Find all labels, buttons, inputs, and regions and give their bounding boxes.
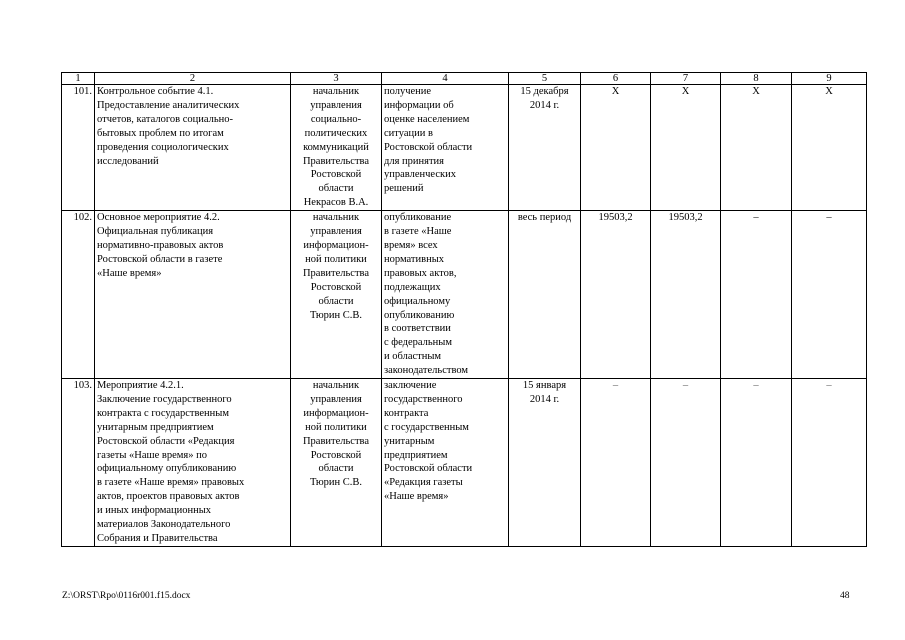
expected-result-line: подлежащих (384, 281, 441, 293)
expected-result-line: и областным (384, 351, 442, 363)
value-c8: – (721, 211, 792, 379)
column-number-cell: 7 (651, 73, 721, 85)
responsible-executor (291, 211, 382, 379)
responsible-executor-line: информацион- (303, 239, 369, 251)
value-c9: – (792, 379, 867, 547)
activity-name-line: Собрания и Правительства (97, 533, 218, 544)
expected-result-line: контракта (384, 407, 429, 419)
expected-result-line: заключение (384, 380, 437, 392)
deadline (509, 85, 581, 211)
value-c9: – (792, 211, 867, 379)
expected-result-line: ситуации в (384, 127, 433, 139)
expected-result-line: с федеральным (384, 337, 452, 349)
column-number-cell: 9 (792, 73, 867, 85)
expected-result-line: «Наше время» (384, 491, 449, 503)
activity-name-line: Контрольное событие 4.1. (97, 86, 214, 97)
expected-result-line: с государственным (384, 421, 469, 433)
expected-result-line: предприятием (384, 449, 448, 461)
activity-name-line: нормативно-правовых актов (97, 239, 224, 251)
activity-name-line: «Наше время» (97, 267, 162, 279)
row-number: 102. (62, 211, 95, 379)
activity-name-line: Основное мероприятие 4.2. (97, 212, 220, 224)
plan-table (61, 72, 867, 547)
expected-result-line: государственного (384, 393, 463, 405)
table-row (62, 85, 867, 211)
activity-name-line: унитарным предприятием (97, 421, 214, 433)
responsible-executor-line: Ростовской (310, 169, 362, 181)
responsible-executor-line: начальник (312, 380, 360, 392)
responsible-executor-line: управления (310, 393, 362, 405)
responsible-executor (291, 85, 382, 211)
activity-name-line: и иных информационных (97, 505, 212, 517)
expected-result-line: официальному (384, 295, 451, 307)
column-number-cell: 4 (382, 73, 509, 85)
activity-name-line: отчетов, каталогов социально- (97, 113, 234, 125)
expected-result-line: законодательством (384, 365, 469, 377)
value-c6: – (581, 379, 651, 547)
responsible-executor-line: области (318, 463, 354, 475)
responsible-executor-line: ной политики (305, 421, 367, 433)
column-number-row (62, 73, 867, 85)
activity-name-line: Ростовской области «Редакция (97, 435, 235, 447)
responsible-executor-line: политических (304, 127, 368, 139)
expected-result-line: нормативных (384, 253, 445, 265)
activity-name (95, 85, 291, 211)
activity-name-line: Заключение государственного (97, 393, 232, 405)
expected-result-line: получение (384, 86, 432, 97)
responsible-executor-line: Ростовской (310, 281, 362, 293)
responsible-executor-line: коммуникаций (303, 141, 369, 153)
column-number-cell: 2 (95, 73, 291, 85)
activity-name-line: Официальная публикация (97, 226, 214, 238)
expected-result-line: управленческих (384, 169, 456, 181)
expected-result (382, 85, 509, 211)
deadline-line: весь период (517, 212, 572, 224)
activity-name-line: исследований (97, 155, 159, 167)
value-c8: – (721, 379, 792, 547)
column-number-cell: 8 (721, 73, 792, 85)
responsible-executor-line: Некрасов В.А. (303, 197, 369, 209)
column-number-cell: 1 (62, 73, 95, 85)
responsible-executor-line: Ростовской (310, 449, 362, 461)
column-number-cell: 6 (581, 73, 651, 85)
responsible-executor-line: Тюрин С.В. (309, 309, 363, 321)
expected-result (382, 211, 509, 379)
responsible-executor-line: ной политики (305, 253, 367, 265)
value-c6: Х (581, 85, 651, 211)
row-number: 101. (62, 85, 95, 211)
activity-name (95, 379, 291, 547)
expected-result-line: информации об (384, 99, 454, 111)
responsible-executor-line: начальник (312, 86, 360, 97)
activity-name-line: материалов Законодательного (97, 519, 231, 531)
expected-result-line: решений (384, 183, 424, 195)
deadline-line: 2014 г. (529, 99, 560, 111)
activity-name-line: официальному опубликованию (97, 463, 237, 475)
value-c6: 19503,2 (581, 211, 651, 379)
page-number: 48 (840, 591, 850, 601)
responsible-executor-line: области (318, 295, 354, 307)
expected-result-line: правовых актов, (384, 267, 457, 279)
expected-result-line: Ростовской области (384, 463, 473, 475)
column-number-cell: 3 (291, 73, 382, 85)
activity-name-line: в газете «Наше время» правовых (97, 477, 245, 489)
footer-file-path: Z:\ORST\Rpo\0116r001.f15.docx (62, 591, 191, 601)
responsible-executor-line: Тюрин С.В. (309, 477, 363, 489)
activity-name-line: Предоставление аналитических (97, 99, 240, 111)
responsible-executor-line: социально- (310, 113, 362, 125)
expected-result-line: время» всех (384, 239, 438, 251)
deadline (509, 211, 581, 379)
row-number: 103. (62, 379, 95, 547)
activity-name-line: Ростовской области в газете (97, 253, 223, 265)
expected-result-line: в газете «Наше (384, 226, 452, 238)
table-row (62, 379, 867, 547)
activity-name-line: бытовых проблем по итогам (97, 127, 224, 139)
expected-result-line: оценке населением (384, 113, 470, 125)
activity-name-line: актов, проектов правовых актов (97, 491, 240, 503)
expected-result-line: опубликование (384, 212, 452, 224)
responsible-executor-line: области (318, 183, 354, 195)
expected-result-line: Ростовской области (384, 141, 473, 153)
activity-name-line: проведения социологических (97, 141, 229, 153)
deadline (509, 379, 581, 547)
expected-result (382, 379, 509, 547)
deadline-line: 2014 г. (529, 393, 560, 405)
expected-result-line: для принятия (384, 155, 445, 167)
activity-name-line: контракта с государственным (97, 407, 229, 419)
value-c7: Х (651, 85, 721, 211)
deadline-line: 15 января (522, 380, 567, 392)
responsible-executor-line: управления (310, 226, 362, 238)
value-c8: Х (721, 85, 792, 211)
expected-result-line: унитарным (384, 435, 435, 447)
responsible-executor-line: Правительства (302, 267, 370, 279)
activity-name (95, 211, 291, 379)
activity-name-line: газеты «Наше время» по (97, 449, 207, 461)
responsible-executor-line: Правительства (302, 155, 370, 167)
responsible-executor (291, 379, 382, 547)
activity-name-line: Мероприятие 4.2.1. (97, 380, 184, 392)
column-number-cell: 5 (509, 73, 581, 85)
responsible-executor-line: информацион- (303, 407, 369, 419)
responsible-executor-line: начальник (312, 212, 360, 224)
value-c7: – (651, 379, 721, 547)
responsible-executor-line: Правительства (302, 435, 370, 447)
value-c7: 19503,2 (651, 211, 721, 379)
expected-result-line: опубликованию (384, 309, 455, 321)
deadline-line: 15 декабря (520, 86, 569, 97)
responsible-executor-line: управления (310, 99, 362, 111)
table-row (62, 211, 867, 379)
value-c9: Х (792, 85, 867, 211)
expected-result-line: в соответствии (384, 323, 451, 335)
expected-result-line: «Редакция газеты (384, 477, 463, 489)
